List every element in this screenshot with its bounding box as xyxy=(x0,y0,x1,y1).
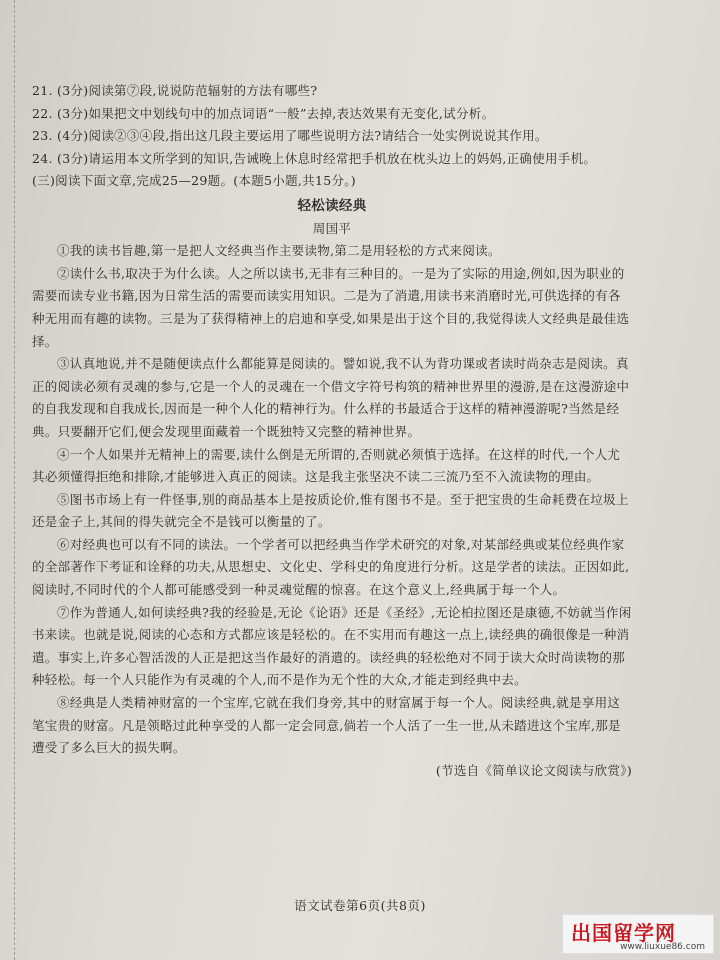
article-paragraph-4: ④一个人如果并无精神上的需要,读什么倒是无所谓的,否则就必须慎于选择。在这样的时代,一个人尤其必须懂得拒绝和排除,才能够进入真正的阅读。这是我主张坚决不读二三流乃至不入流读物的理由。 xyxy=(32,446,621,485)
watermark-title: 出国留学网 xyxy=(571,921,676,945)
page-content xyxy=(32,80,632,782)
article-paragraph-7: ⑦作为普通人,如何读经典?我的经验是,无论《论语》还是《圣经》,无论柏拉图还是康德,不妨就当作闲书来读。也就是说,阅读的心态和方式都应该是轻松的。在不实用而有趣这一点上,读经典的确很像是一种消遣。事实上,许多心智活泼的人正是把这当作最好的消遣的。读经典的轻松绝对不同于读大众时尚读物的那种轻松。每一个人只能作为有灵魂的个人,而不是作为无个性的大众,才能走到经典中去。 xyxy=(32,604,632,688)
article-paragraph-3: ③认真地说,并不是随便读点什么都能算是阅读的。譬如说,我不认为背功课或者读时尚杂志是阅读。真正的阅读必须有灵魂的参与,它是一个人的灵魂在一个借文字符号构筑的精神世界里的漫游,是在这漫游途中的自我发现和自我成长,因而是一种个人化的精神行为。什么样的书最适合于这样的精神漫游呢?当然是经典。只要翻开它们,便会发现里面藏着一个既独特又完整的精神世界。 xyxy=(32,356,630,439)
question-23: 23. (4分)阅读②③④段,指出这几段主要运用了哪些说明方法?请结合一处实例说说其作用。 xyxy=(32,128,548,144)
question-24: 24. (3分)请运用本文所学到的知识,告诫晚上休息时经常把手机放在枕头边上的妈妈,正确使用手机。 xyxy=(32,150,597,166)
question-22: 22. (3分)如果把文中划线句中的加点词语“一般”去掉,表达效果有无变化,试分析。 xyxy=(32,105,495,121)
article-paragraph-2: ②读什么书,取决于为什么读。人之所以读书,无非有三种目的。一是为了实际的用途,例如,因为职业的需要而读专业书籍,因为日常生活的需要而读实用知识。二是为了消遣,用读书来消磨时光,可供选择的有各种无用而有趣的读物。三是为了获得精神上的启迪和享受,如果是出于这个目的,我觉得读人文经典是最佳选择。 xyxy=(32,265,630,349)
site-watermark-logo xyxy=(562,914,714,954)
article-paragraph-6: ⑥对经典也可以有不同的读法。一个学者可以把经典当作学术研究的对象,对某部经典或某位经典作家的全部著作下考证和诠释的功夫,从思想史、文化史、学科史的角度进行分析。这是学者的读法。正因如此,阅读时,不同时代的个人都可能感受到一种灵魂觉醒的惊喜。在这个意义上,经典属于每一个人。 xyxy=(32,536,630,598)
page-footer: 语文试卷第6页(共8页) xyxy=(294,898,426,913)
article-author: 周国平 xyxy=(312,220,352,236)
article-paragraph-8: ⑧经典是人类精神财富的一个宝库,它就在我们身旁,其中的财富属于每一个人。阅读经典,就是享用这笔宝贵的财富。凡是领略过此种享受的人都一定会同意,倘若一个人活了一生一世,从未踏进这个宝库,那是遭受了多么巨大的损失啊。 xyxy=(32,695,621,756)
watermark-url: www.liuxue86.com xyxy=(620,942,705,952)
article-paragraph-5: ⑤图书市场上有一件怪事,别的商品基本上是按质论价,惟有图书不是。至于把宝贵的生命耗费在垃圾上还是金子上,其间的得失就完全不是钱可以衡量的了。 xyxy=(32,491,629,530)
article-source: (节选自《简单议论文阅读与欣赏》) xyxy=(435,762,632,778)
article-title: 轻松读经典 xyxy=(297,197,367,214)
section-intro: (三)阅读下面文章,完成25—29题。(本题5小题,共15分。) xyxy=(32,173,356,189)
binding-margin-line xyxy=(14,0,15,960)
article-paragraph-1: ①我的读书旨趣,第一是把人文经典当作主要读物,第二是用轻松的方式来阅读。 xyxy=(57,243,501,259)
question-21: 21. (3分)阅读第⑦段,说说防范辐射的方法有哪些? xyxy=(32,83,318,98)
